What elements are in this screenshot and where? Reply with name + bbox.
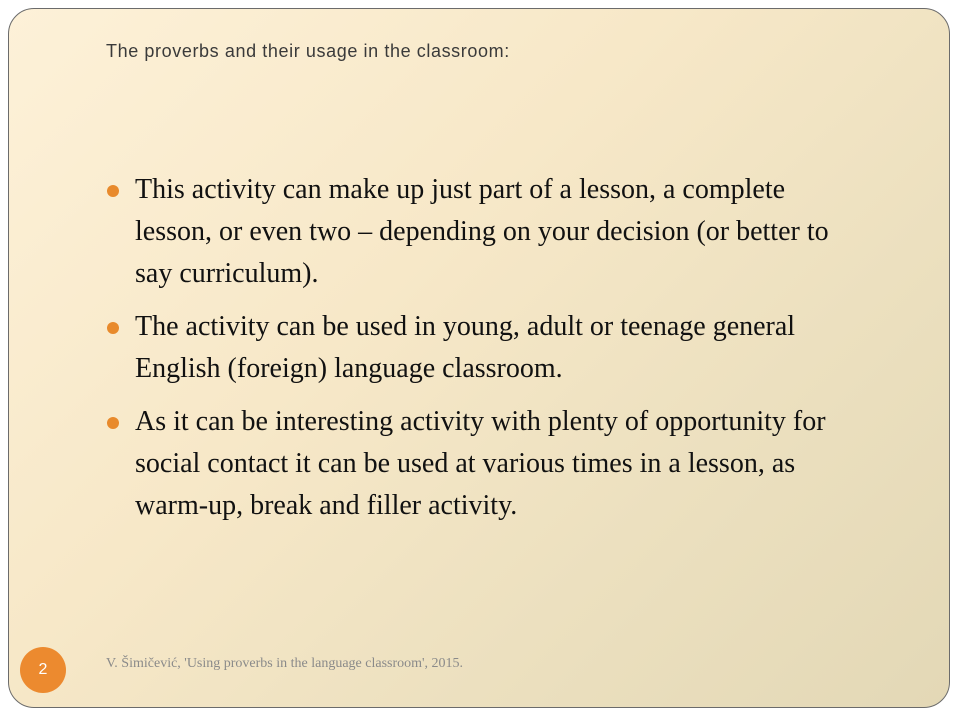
bullet-item <box>99 306 869 390</box>
bullet-dot-icon <box>107 417 119 429</box>
bullet-list <box>99 169 869 538</box>
slide-title: The proverbs and their usage in the classroom: <box>106 41 510 61</box>
bullet-text: This activity can make up just part of a lesson, a complete lesson, or even two – depending on your decision (or better to say curriculum). <box>135 174 829 289</box>
page-number-badge: 2 <box>20 647 66 693</box>
bullet-text: As it can be interesting activity with plenty of opportunity for social contact it can be used at various times in a lesson, as warm-up, break and filler activity. <box>135 406 826 521</box>
slide <box>8 8 950 708</box>
bullet-dot-icon <box>107 185 119 197</box>
bullet-text: The activity can be used in young, adult or teenage general English (foreign) language classroom. <box>135 311 796 384</box>
bullet-item <box>99 169 869 295</box>
bullet-item <box>99 401 869 527</box>
bullet-dot-icon <box>107 322 119 334</box>
footer-citation: V. Šimičević, 'Using proverbs in the language classroom', 2015. <box>106 656 464 671</box>
